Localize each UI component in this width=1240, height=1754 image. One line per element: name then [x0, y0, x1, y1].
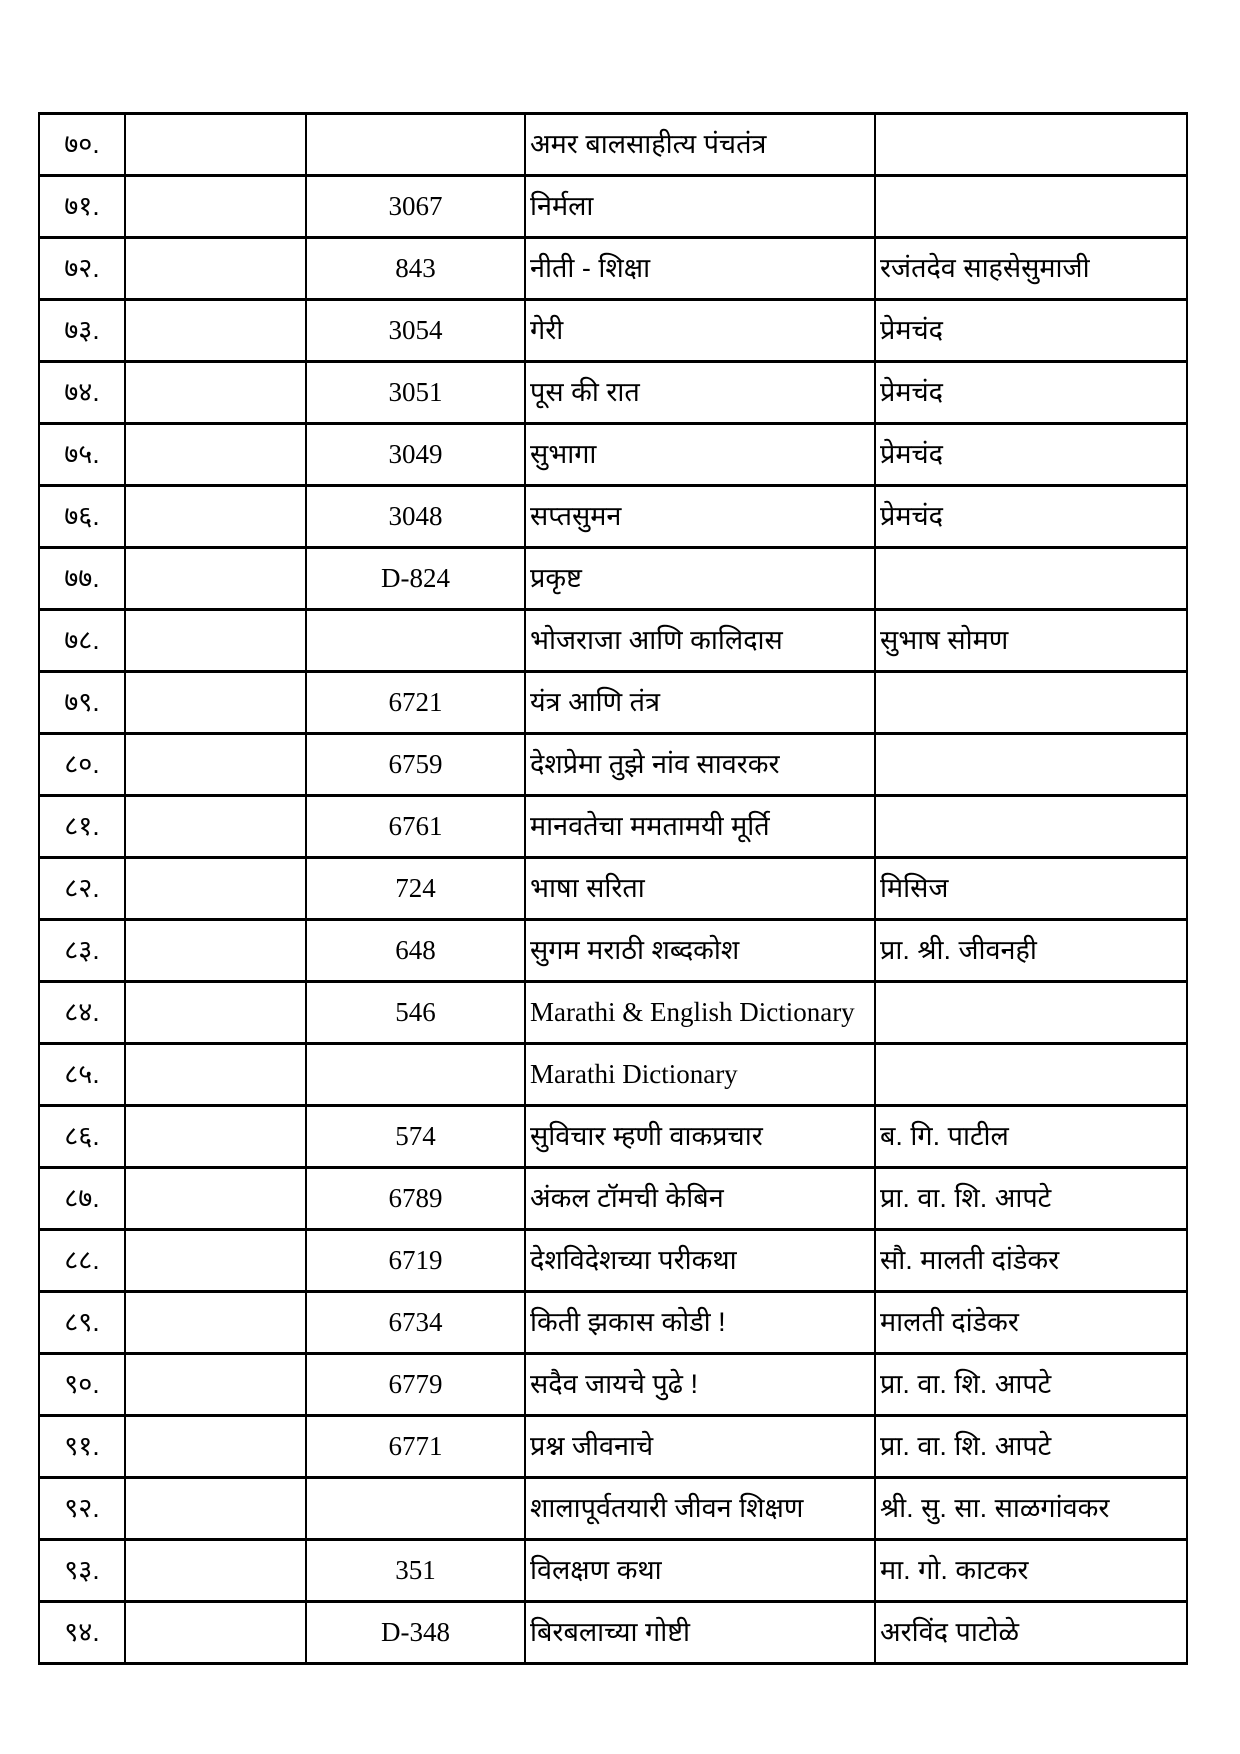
blank-cell	[125, 176, 306, 238]
serial-number-cell: ८४.	[39, 982, 125, 1044]
title-cell: देशप्रेमा तुझे नांव सावरकर	[525, 734, 875, 796]
book-number-cell: 648	[306, 920, 525, 982]
title-cell: नीती - शिक्षा	[525, 238, 875, 300]
book-number-cell: 574	[306, 1106, 525, 1168]
book-number-cell: D-348	[306, 1602, 525, 1664]
book-number-cell: 6734	[306, 1292, 525, 1354]
author-cell: श्री. सु. सा. साळगांवकर	[875, 1478, 1187, 1540]
table-row	[39, 1168, 1187, 1230]
serial-number-cell: ७९.	[39, 672, 125, 734]
title-cell: Marathi & English Dictionary	[525, 982, 875, 1044]
blank-cell	[125, 982, 306, 1044]
table-row	[39, 610, 1187, 672]
table-row	[39, 672, 1187, 734]
author-cell: अरविंद पाटोळे	[875, 1602, 1187, 1664]
serial-number-cell: ७४.	[39, 362, 125, 424]
table-row	[39, 858, 1187, 920]
blank-cell	[125, 1478, 306, 1540]
title-cell: भोजराजा आणि कालिदास	[525, 610, 875, 672]
book-list-body	[39, 114, 1187, 1664]
blank-cell	[125, 424, 306, 486]
serial-number-cell: ७३.	[39, 300, 125, 362]
blank-cell	[125, 610, 306, 672]
blank-cell	[125, 672, 306, 734]
title-cell: किती झकास कोडी !	[525, 1292, 875, 1354]
author-cell	[875, 734, 1187, 796]
blank-cell	[125, 734, 306, 796]
book-number-cell: 6779	[306, 1354, 525, 1416]
book-list-table	[38, 112, 1188, 1665]
serial-number-cell: ७८.	[39, 610, 125, 672]
serial-number-cell: ९४.	[39, 1602, 125, 1664]
blank-cell	[125, 858, 306, 920]
book-number-cell: 6721	[306, 672, 525, 734]
title-cell: विलक्षण कथा	[525, 1540, 875, 1602]
book-number-cell: 843	[306, 238, 525, 300]
table-row	[39, 1354, 1187, 1416]
blank-cell	[125, 1044, 306, 1106]
title-cell: सुविचार म्हणी वाकप्रचार	[525, 1106, 875, 1168]
table-row	[39, 920, 1187, 982]
title-cell: सप्तसुमन	[525, 486, 875, 548]
serial-number-cell: ७१.	[39, 176, 125, 238]
table-row	[39, 362, 1187, 424]
author-cell: प्रेमचंद	[875, 362, 1187, 424]
book-number-cell: 3051	[306, 362, 525, 424]
serial-number-cell: ८२.	[39, 858, 125, 920]
serial-number-cell: ९३.	[39, 1540, 125, 1602]
title-cell: बिरबलाच्या गोष्टी	[525, 1602, 875, 1664]
table-row	[39, 982, 1187, 1044]
blank-cell	[125, 114, 306, 176]
title-cell: सदैव जायचे पुढे !	[525, 1354, 875, 1416]
title-cell: पूस की रात	[525, 362, 875, 424]
book-number-cell	[306, 114, 525, 176]
book-number-cell: 3049	[306, 424, 525, 486]
blank-cell	[125, 548, 306, 610]
title-cell: Marathi Dictionary	[525, 1044, 875, 1106]
title-cell: प्रकृष्ट	[525, 548, 875, 610]
author-cell: मालती दांडेकर	[875, 1292, 1187, 1354]
title-cell: गेरी	[525, 300, 875, 362]
table-row	[39, 796, 1187, 858]
table-row	[39, 1416, 1187, 1478]
blank-cell	[125, 1602, 306, 1664]
serial-number-cell: ७७.	[39, 548, 125, 610]
author-cell	[875, 114, 1187, 176]
serial-number-cell: ९२.	[39, 1478, 125, 1540]
book-number-cell: 6719	[306, 1230, 525, 1292]
table-row	[39, 238, 1187, 300]
title-cell: निर्मला	[525, 176, 875, 238]
table-row	[39, 1292, 1187, 1354]
title-cell: अमर बालसाहीत्य पंचतंत्र	[525, 114, 875, 176]
author-cell	[875, 176, 1187, 238]
blank-cell	[125, 920, 306, 982]
author-cell: प्रेमचंद	[875, 424, 1187, 486]
table-row	[39, 734, 1187, 796]
table-row	[39, 114, 1187, 176]
table-row	[39, 486, 1187, 548]
title-cell: देशविदेशच्या परीकथा	[525, 1230, 875, 1292]
author-cell: प्रा. वा. शि. आपटे	[875, 1354, 1187, 1416]
book-number-cell: 351	[306, 1540, 525, 1602]
book-number-cell	[306, 1044, 525, 1106]
table-row	[39, 1044, 1187, 1106]
title-cell: यंत्र आणि तंत्र	[525, 672, 875, 734]
blank-cell	[125, 1354, 306, 1416]
serial-number-cell: ७६.	[39, 486, 125, 548]
serial-number-cell: ८८.	[39, 1230, 125, 1292]
table-row	[39, 1106, 1187, 1168]
book-number-cell: 6771	[306, 1416, 525, 1478]
table-row	[39, 424, 1187, 486]
book-number-cell	[306, 1478, 525, 1540]
blank-cell	[125, 1540, 306, 1602]
blank-cell	[125, 1292, 306, 1354]
book-number-cell: D-824	[306, 548, 525, 610]
table-row	[39, 1478, 1187, 1540]
serial-number-cell: ८७.	[39, 1168, 125, 1230]
title-cell: सुगम मराठी शब्दकोश	[525, 920, 875, 982]
table-row	[39, 176, 1187, 238]
serial-number-cell: ७०.	[39, 114, 125, 176]
author-cell: प्रा. वा. शि. आपटे	[875, 1416, 1187, 1478]
author-cell	[875, 548, 1187, 610]
title-cell: अंकल टॉमची केबिन	[525, 1168, 875, 1230]
author-cell: सौ. मालती दांडेकर	[875, 1230, 1187, 1292]
title-cell: प्रश्न जीवनाचे	[525, 1416, 875, 1478]
author-cell: प्रेमचंद	[875, 486, 1187, 548]
serial-number-cell: ९०.	[39, 1354, 125, 1416]
author-cell: मा. गो. काटकर	[875, 1540, 1187, 1602]
author-cell: रजंतदेव साहसेसुमाजी	[875, 238, 1187, 300]
serial-number-cell: ९१.	[39, 1416, 125, 1478]
serial-number-cell: ८६.	[39, 1106, 125, 1168]
book-number-cell: 6759	[306, 734, 525, 796]
blank-cell	[125, 1168, 306, 1230]
book-number-cell: 724	[306, 858, 525, 920]
table-row	[39, 300, 1187, 362]
blank-cell	[125, 1416, 306, 1478]
author-cell: सुभाष सोमण	[875, 610, 1187, 672]
blank-cell	[125, 486, 306, 548]
table-row	[39, 1230, 1187, 1292]
author-cell	[875, 1044, 1187, 1106]
book-number-cell: 546	[306, 982, 525, 1044]
author-cell	[875, 982, 1187, 1044]
serial-number-cell: ८३.	[39, 920, 125, 982]
blank-cell	[125, 796, 306, 858]
author-cell: प्रेमचंद	[875, 300, 1187, 362]
blank-cell	[125, 300, 306, 362]
blank-cell	[125, 362, 306, 424]
author-cell: ब. गि. पाटील	[875, 1106, 1187, 1168]
serial-number-cell: ८५.	[39, 1044, 125, 1106]
blank-cell	[125, 238, 306, 300]
blank-cell	[125, 1230, 306, 1292]
table-row	[39, 548, 1187, 610]
book-number-cell: 3054	[306, 300, 525, 362]
title-cell: भाषा सरिता	[525, 858, 875, 920]
book-number-cell	[306, 610, 525, 672]
author-cell: मिसिज	[875, 858, 1187, 920]
serial-number-cell: ८०.	[39, 734, 125, 796]
serial-number-cell: ७२.	[39, 238, 125, 300]
author-cell: प्रा. वा. शि. आपटे	[875, 1168, 1187, 1230]
serial-number-cell: ८९.	[39, 1292, 125, 1354]
author-cell	[875, 672, 1187, 734]
author-cell	[875, 796, 1187, 858]
book-number-cell: 6761	[306, 796, 525, 858]
book-number-cell: 3048	[306, 486, 525, 548]
book-number-cell: 6789	[306, 1168, 525, 1230]
title-cell: सुभागा	[525, 424, 875, 486]
serial-number-cell: ७५.	[39, 424, 125, 486]
book-number-cell: 3067	[306, 176, 525, 238]
title-cell: मानवतेचा ममतामयी मूर्ति	[525, 796, 875, 858]
table-row	[39, 1540, 1187, 1602]
title-cell: शालापूर्वतयारी जीवन शिक्षण	[525, 1478, 875, 1540]
serial-number-cell: ८१.	[39, 796, 125, 858]
table-row	[39, 1602, 1187, 1664]
blank-cell	[125, 1106, 306, 1168]
author-cell: प्रा. श्री. जीवनही	[875, 920, 1187, 982]
